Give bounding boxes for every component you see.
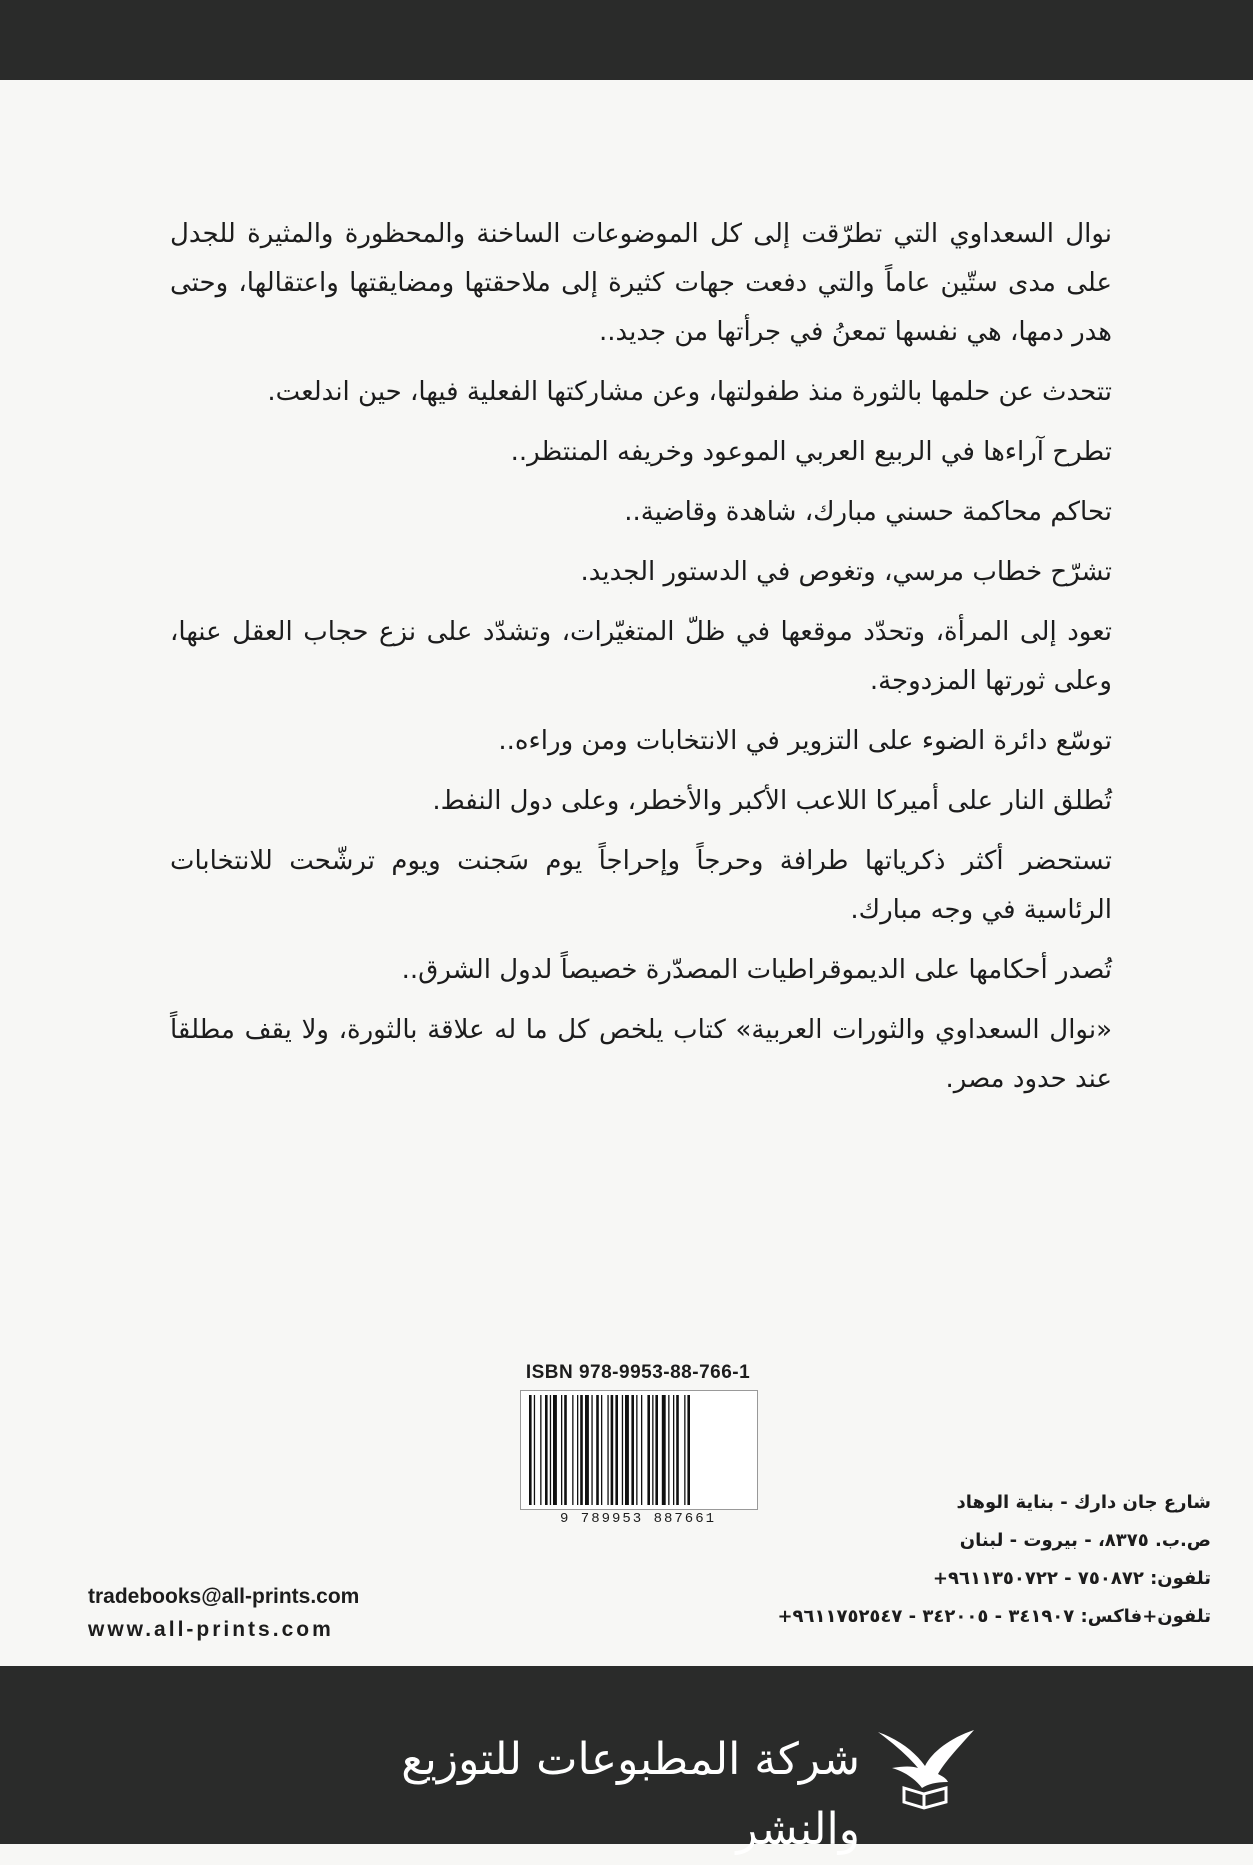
blurb-paragraph: نوال السعداوي التي تطرّقت إلى كل الموضوعات الساخنة والمحظورة والمثيرة للجدل على مدى ستّين عاماً والتي دفعت جهات كثيرة إلى ملاحقتها ومضايقتها واعتقالها، وحتى هدر دمها، هي نفسها تمعنُ في جرأتها من جديد..	[170, 219, 1112, 347]
blurb-paragraph: تشرّح خطاب مرسي، وتغوص في الدستور الجديد.	[580, 557, 1112, 587]
contact-right	[691, 1484, 1211, 1636]
bird-on-book-icon	[870, 1722, 980, 1812]
blurb-paragraph: تعود إلى المرأة، وتحدّد موقعها في ظلّ المتغيّرات، وتشدّد على نزع حجاب العقل عنها، وعلى ثورتها المزدوجة.	[170, 617, 1112, 696]
blurb-paragraph: تستحضر أكثر ذكرياتها طرافة وحرجاً وإحراجاً يوم سَجنت ويوم ترشّحت للانتخابات الرئاسية في وجه مبارك.	[170, 846, 1112, 925]
isbn-label: ISBN 978-9953-88-766-1	[525, 1362, 751, 1383]
blurb-paragraph: تطرح آراءها في الربيع العربي الموعود وخريفه المنتظر..	[510, 437, 1112, 467]
phone-line: تلفون: ٧٥٠٨٧٢ - ٩٦١١٣٥٠٧٢٢+	[932, 1568, 1211, 1589]
blurb-paragraph: توسّع دائرة الضوء على التزوير في الانتخابات ومن وراءه..	[498, 726, 1112, 756]
po-box-line: ص.ب. ٨٣٧٥، - بيروت - لبنان	[959, 1530, 1211, 1551]
barcode-digits: 9 789953 887661	[559, 1511, 717, 1527]
website-text: www.all-prints.com	[88, 1618, 334, 1641]
email-text: tradebooks@all-prints.com	[88, 1585, 360, 1608]
blurb-paragraph: تُصدر أحكامها على الديموقراطيات المصدّرة خصيصاً لدول الشرق..	[401, 955, 1112, 985]
blurb-paragraph: «نوال السعداوي والثورات العربية» كتاب يلخص كل ما له علاقة بالثورة، ولا يقف مطلقاً عند حدود مصر.	[170, 1015, 1112, 1094]
blurb-paragraph: تتحدث عن حلمها بالثورة منذ طفولتها، وعن مشاركتها الفعلية فيها، حين اندلعت.	[267, 377, 1112, 407]
blurb-paragraph: تُطلق النار على أميركا اللاعب الأكبر والأخطر، وعلى دول النفط.	[432, 786, 1112, 816]
phone-fax-line: تلفون+فاكس: ٣٤١٩٠٧ - ٣٤٢٠٠٥ - ٩٦١١٧٥٢٥٤٧+	[777, 1606, 1211, 1627]
address-line: شارع جان دارك - بناية الوهاد	[956, 1492, 1211, 1513]
top-dark-band	[0, 0, 1253, 80]
contact-left	[88, 1580, 359, 1646]
blurb-paragraph: تحاكم محاكمة حسني مبارك، شاهدة وقاضية..	[624, 497, 1112, 527]
back-cover-blurb	[170, 210, 1112, 1115]
publisher-name: شركة المطبوعات للتوزيع والنشر	[401, 1734, 860, 1855]
